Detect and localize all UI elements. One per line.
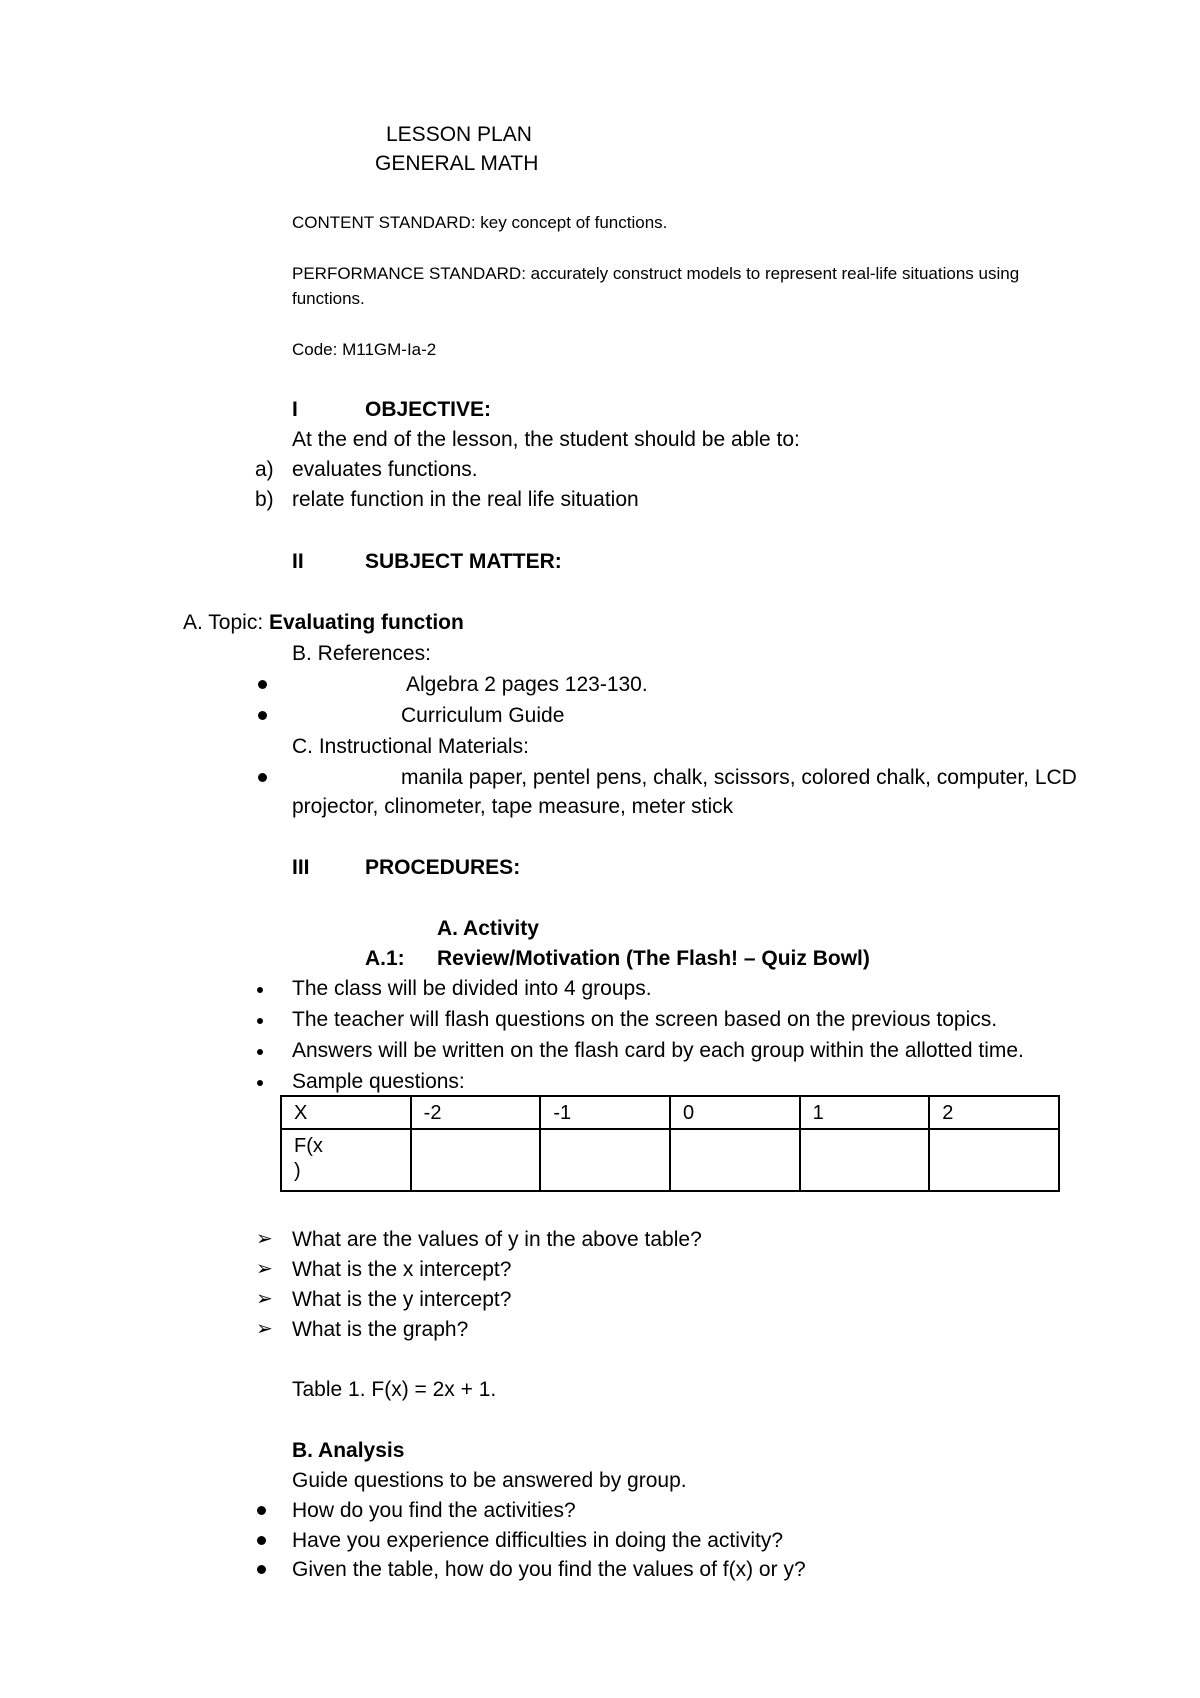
- table-row: [281, 1129, 1059, 1191]
- bullet-icon: [257, 1018, 263, 1024]
- question-item: What is the graph?: [292, 1318, 469, 1341]
- objective-item-a: evaluates functions.: [292, 458, 478, 481]
- analysis-question: How do you find the activities?: [292, 1499, 576, 1522]
- objective-intro: At the end of the lesson, the student should be able to:: [292, 428, 800, 451]
- row-label-line-2: ): [294, 1160, 301, 1182]
- table-cell: -2: [411, 1096, 541, 1129]
- bullet-icon: [258, 773, 267, 782]
- references-label: B. References:: [292, 642, 431, 665]
- topic-label: A. Topic:: [183, 611, 269, 634]
- sample-function-table: [280, 1095, 1060, 1192]
- procedures-numeral: III: [292, 856, 310, 879]
- activity-a1-title: Review/Motivation (The Flash! – Quiz Bowl): [437, 947, 870, 970]
- objective-numeral: I: [292, 398, 298, 421]
- table-cell: [929, 1129, 1059, 1191]
- procedure-step: Answers will be written on the flash card by each group within the allotted time.: [292, 1039, 1024, 1062]
- subject-matter-heading: SUBJECT MATTER:: [365, 550, 562, 573]
- materials-label: C. Instructional Materials:: [292, 735, 529, 758]
- bullet-icon: [257, 1506, 266, 1515]
- procedure-step: The class will be divided into 4 groups.: [292, 977, 652, 1000]
- objective-marker-a: a): [255, 458, 274, 481]
- content-standard: CONTENT STANDARD: key concept of functions.: [292, 213, 668, 232]
- arrow-bullet-icon: ➢: [256, 1258, 273, 1280]
- performance-standard-line-1: PERFORMANCE STANDARD: accurately construct models to represent real-life situations using: [292, 264, 1020, 283]
- procedure-step: The teacher will flash questions on the screen based on the previous topics.: [292, 1008, 998, 1031]
- bullet-icon: [258, 680, 267, 689]
- reference-item: Algebra 2 pages 123-130.: [406, 673, 648, 696]
- procedure-step: Sample questions:: [292, 1070, 465, 1093]
- bullet-icon: [258, 711, 267, 720]
- question-item: What is the y intercept?: [292, 1288, 512, 1311]
- question-item: What is the x intercept?: [292, 1258, 512, 1281]
- table-header-row: [281, 1096, 1059, 1129]
- title-line-1: LESSON PLAN: [386, 123, 532, 146]
- bullet-icon: [257, 1080, 263, 1086]
- analysis-intro: Guide questions to be answered by group.: [292, 1469, 687, 1492]
- question-item: What are the values of y in the above table?: [292, 1228, 702, 1251]
- activity-heading: A. Activity: [437, 917, 539, 940]
- lesson-code: Code: M11GM-Ia-2: [292, 340, 437, 359]
- table-cell: -1: [540, 1096, 670, 1129]
- bullet-icon: [257, 1536, 266, 1545]
- arrow-bullet-icon: ➢: [256, 1318, 273, 1340]
- bullet-icon: [257, 987, 263, 993]
- objective-marker-b: b): [255, 488, 274, 511]
- arrow-bullet-icon: ➢: [256, 1228, 273, 1250]
- table-caption: Table 1. F(x) = 2x + 1.: [292, 1378, 497, 1401]
- table-cell: [800, 1129, 930, 1191]
- table-cell: 2: [929, 1096, 1059, 1129]
- analysis-question: Given the table, how do you find the values of f(x) or y?: [292, 1558, 806, 1581]
- table-cell: 0: [670, 1096, 800, 1129]
- subject-matter-numeral: II: [292, 550, 304, 573]
- performance-standard-line-2: functions.: [292, 289, 365, 308]
- table-cell: [670, 1129, 800, 1191]
- bullet-icon: [257, 1049, 263, 1055]
- table-cell: 1: [800, 1096, 930, 1129]
- topic-value: Evaluating function: [269, 611, 464, 634]
- objective-item-b: relate function in the real life situation: [292, 488, 639, 511]
- reference-item: Curriculum Guide: [401, 704, 565, 727]
- arrow-bullet-icon: ➢: [256, 1288, 273, 1310]
- table-row-label: [281, 1129, 411, 1191]
- row-label-line-1: F(x: [294, 1135, 323, 1157]
- materials-line-2: projector, clinometer, tape measure, meter stick: [292, 795, 734, 818]
- table-cell: [540, 1129, 670, 1191]
- objective-heading: OBJECTIVE:: [365, 398, 492, 421]
- table-cell: X: [281, 1096, 411, 1129]
- activity-a1-label: A.1:: [365, 947, 405, 970]
- title-line-2: GENERAL MATH: [375, 152, 539, 175]
- table-cell: [411, 1129, 541, 1191]
- bullet-icon: [257, 1565, 266, 1574]
- analysis-question: Have you experience difficulties in doing the activity?: [292, 1529, 784, 1552]
- materials-line-1: manila paper, pentel pens, chalk, scissors, colored chalk, computer, LCD: [401, 766, 1077, 789]
- analysis-heading: B. Analysis: [292, 1439, 405, 1462]
- procedures-heading: PROCEDURES:: [365, 856, 521, 879]
- topic-line: [183, 612, 464, 633]
